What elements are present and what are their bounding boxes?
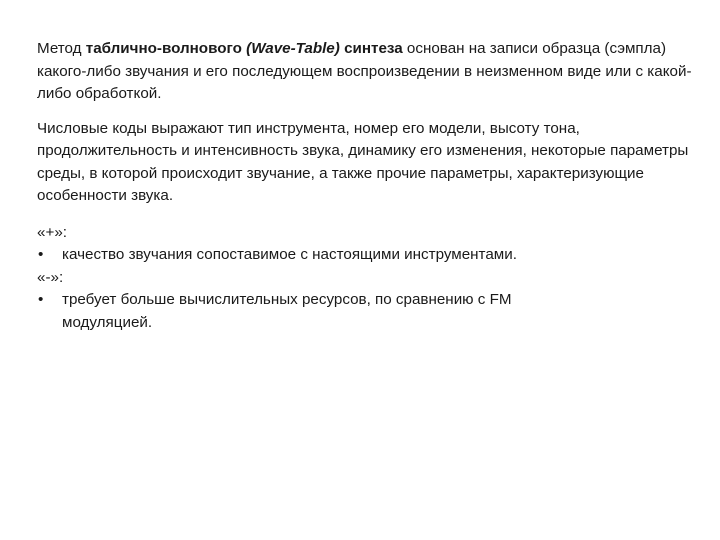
definition-rest: основан на записи образца (сэмпла) какого-либо звучания и его последующем воспроизведении в неизменном виде или с какой-либо обработкой. bbox=[37, 40, 692, 102]
pros-item bbox=[37, 244, 697, 267]
pros-item-text: качество звучания сопоставимое с настоящими инструментами. bbox=[62, 246, 517, 263]
cons-label: «-»: bbox=[37, 268, 64, 286]
pros-cons-list bbox=[37, 222, 697, 335]
paragraph-numeric-codes: Числовые коды выражают тип инструмента, номер его модели, высоту тона, продолжительность и интенсивность звука, динамику его изменения, некоторые параметры среды, в которой происходит звучание, а также прочие параметры, характеризующие особенности звука. bbox=[37, 119, 689, 204]
bullet-icon: • bbox=[38, 246, 44, 263]
slide-content bbox=[37, 38, 697, 334]
paragraph-wavetable-definition bbox=[37, 38, 697, 106]
bold-term-tabular-wave: таблично-волнового bbox=[85, 40, 242, 57]
pros-label: «+»: bbox=[37, 223, 67, 241]
intro-text: Метод bbox=[37, 40, 86, 57]
cons-item-text: требует больше вычислительных ресурсов, по сравнению с FM модуляцией. bbox=[62, 291, 512, 331]
italic-term-wave-table: (Wave-Table) bbox=[246, 40, 340, 57]
cons-item bbox=[37, 289, 697, 334]
bold-term-synthesis: синтеза bbox=[344, 40, 403, 57]
bullet-icon: • bbox=[38, 291, 44, 308]
